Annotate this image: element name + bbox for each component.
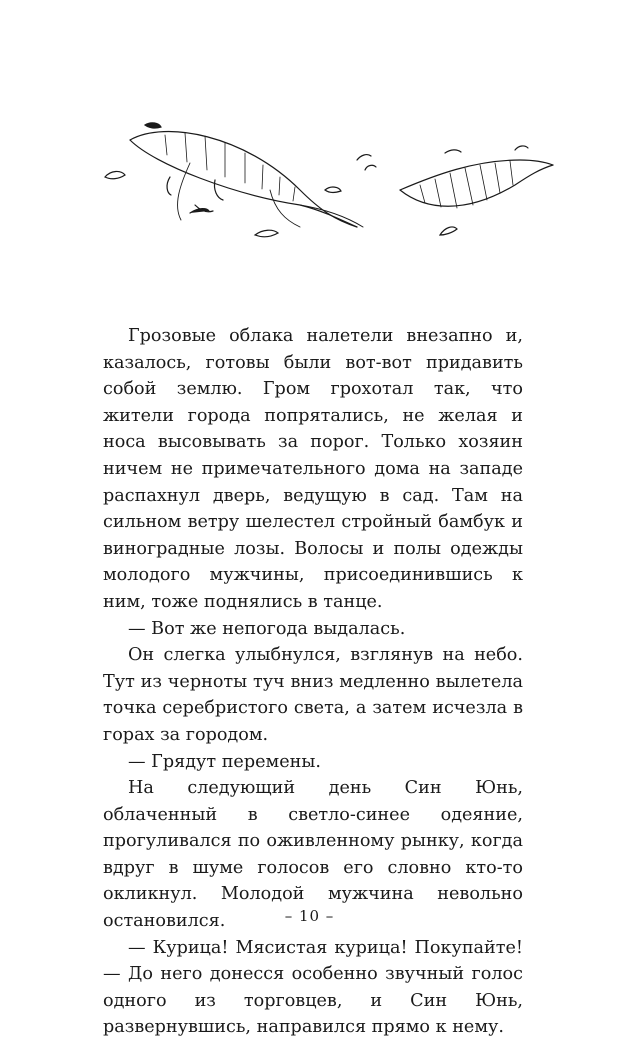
paragraph: На следующий день Син Юнь, облаченный в светло-синее одеяние, прогуливался по оживленному рынку, когда вдруг в шуме голосов его словно кто-то окликнул. Молодой мужчина невольно остановился. bbox=[103, 778, 523, 932]
paragraph: — Грядут перемены. bbox=[128, 751, 321, 772]
page-number: – 10 – bbox=[284, 907, 335, 925]
main-text bbox=[103, 323, 523, 1041]
right-feather-icon bbox=[400, 160, 553, 208]
left-feather-icon bbox=[130, 132, 363, 227]
feathers-icon bbox=[95, 115, 565, 255]
paragraph: — Курица! Мясистая курица! Покупайте! — До него донесся особенно звучный голос одного из торговцев, и Син Юнь, развернувшись, направился прямо к нему. bbox=[103, 937, 523, 1038]
paragraph: Он слегка улыбнулся, взглянув на небо. Тут из черноты туч вниз медленно вылетела точка серебристого света, а затем исчезла в горах за городом. bbox=[103, 645, 523, 745]
paragraph: — Вот же непогода выдалась. bbox=[128, 618, 406, 639]
paragraph: Грозовые облака налетели внезапно и, казалось, готовы были вот-вот придавить собой землю. Гром грохотал так, что жители города попрятались, не желая и носа высовывать за порог. Только хозяин ничем не примечательного дома на западе распахнул дверь, ведущую в сад. Там на сильном ветру шелестел стройный бамбук и виноградные лозы. Волосы и полы одежды молодого мужчины, присоединившись к ним, тоже поднялись в танце. bbox=[103, 326, 523, 612]
